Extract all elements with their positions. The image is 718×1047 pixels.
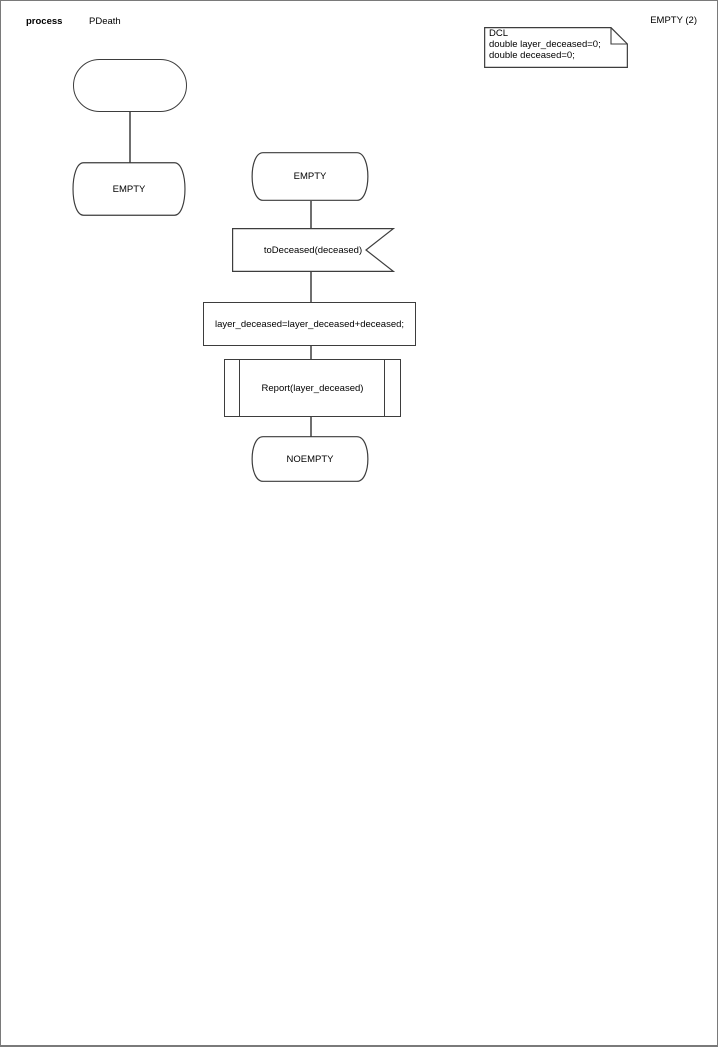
state-label: EMPTY	[112, 183, 146, 195]
input-signal-label: toDeceased(deceased)	[263, 244, 363, 256]
task-symbol[interactable]	[203, 302, 416, 346]
declaration-line: double deceased=0;	[489, 50, 575, 61]
state-label: EMPTY	[293, 171, 327, 182]
connector-input-to-task	[310, 272, 312, 303]
state-empty-left[interactable]	[70, 162, 188, 216]
diagram-kind-label: process	[26, 16, 63, 27]
connector-procedure-to-noempty	[310, 417, 312, 437]
page-number-label: EMPTY (2)	[650, 15, 697, 26]
declaration-line: double layer_deceased=0;	[489, 39, 601, 50]
procedure-left-bar	[239, 360, 240, 416]
task-label: layer_deceased=layer_deceased+deceased;	[214, 318, 405, 330]
connector-empty-to-input	[310, 201, 312, 229]
input-signal-symbol[interactable]	[232, 228, 394, 272]
input-signal-outline	[232, 228, 394, 272]
state-outline	[70, 162, 188, 216]
procedure-call-symbol[interactable]	[224, 359, 401, 417]
procedure-call-label: Report(layer_deceased)	[261, 382, 364, 394]
process-name-label: PDeath	[89, 16, 121, 27]
declaration-text	[489, 28, 601, 61]
start-symbol[interactable]	[73, 59, 187, 112]
declaration-note[interactable]	[484, 27, 628, 68]
state-noempty[interactable]	[249, 436, 371, 482]
declaration-line: DCL	[489, 28, 509, 39]
state-outline	[249, 436, 371, 482]
connector-start-to-empty	[129, 112, 131, 163]
state-empty[interactable]	[249, 152, 371, 201]
connector-task-to-procedure	[310, 346, 312, 360]
state-label: NOEMPTY	[286, 453, 334, 465]
procedure-right-bar	[384, 360, 385, 416]
state-outline	[249, 152, 371, 201]
